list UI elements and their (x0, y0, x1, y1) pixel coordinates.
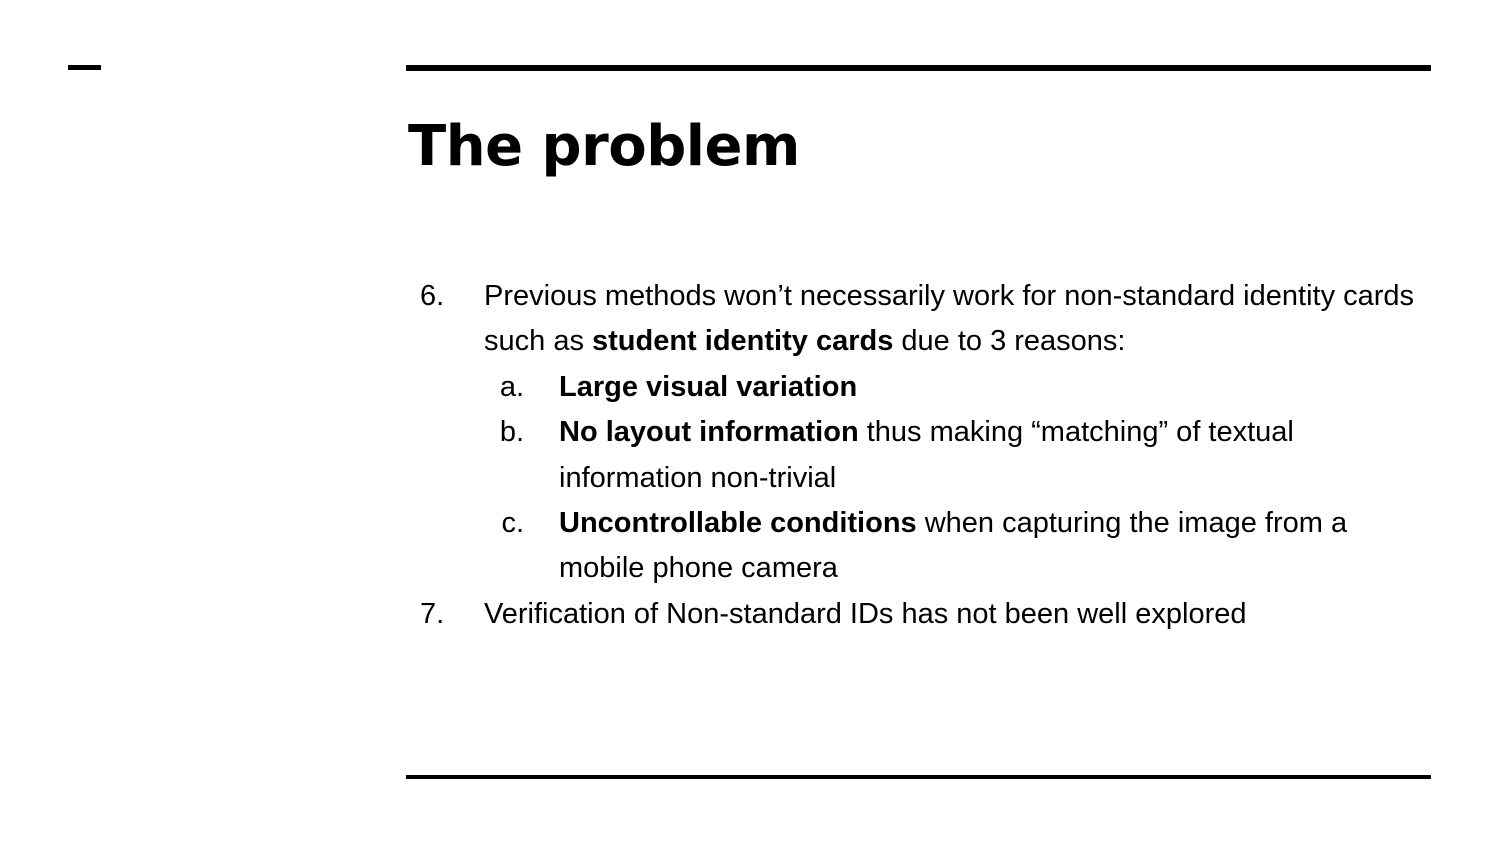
bottom-rule (406, 775, 1431, 779)
list-number: 6. (420, 280, 445, 312)
sub-item-text (559, 501, 1416, 592)
bold-segment: student identity cards (592, 325, 894, 358)
list-number: 7. (420, 597, 445, 630)
bold-segment: Large visual variation (559, 370, 858, 403)
list-letter: c. (501, 507, 524, 540)
sub-item-text (559, 365, 1416, 410)
bold-segment: No layout information (559, 416, 859, 449)
top-rule (406, 65, 1431, 71)
list-item-text: Verification of Non-standard IDs has not been well explored (484, 597, 1247, 630)
list-letter: a. (499, 370, 524, 403)
corner-dash-decoration (68, 65, 101, 70)
text-segment: due to 3 reasons: (893, 325, 1126, 358)
bold-segment: Uncontrollable conditions (559, 507, 917, 540)
sub-item-c (484, 501, 1416, 592)
sub-item-a (484, 365, 1416, 410)
text-segment: thus making “matching” of textual information non-trivial (559, 416, 1294, 494)
list-item-6 (406, 274, 1416, 365)
list-item-7 (406, 592, 1416, 637)
list-letter: b. (499, 416, 524, 449)
text-segment: when capturing the image from a mobile phone camera (559, 507, 1348, 585)
list-item-text (484, 274, 1416, 365)
sub-item-b (484, 410, 1416, 501)
slide-title: The problem (408, 114, 800, 179)
body-list (406, 274, 1416, 637)
text-segment: Previous methods won’t necessarily work for non-standard identity cards such as (484, 280, 1415, 358)
sub-item-text (559, 410, 1416, 501)
